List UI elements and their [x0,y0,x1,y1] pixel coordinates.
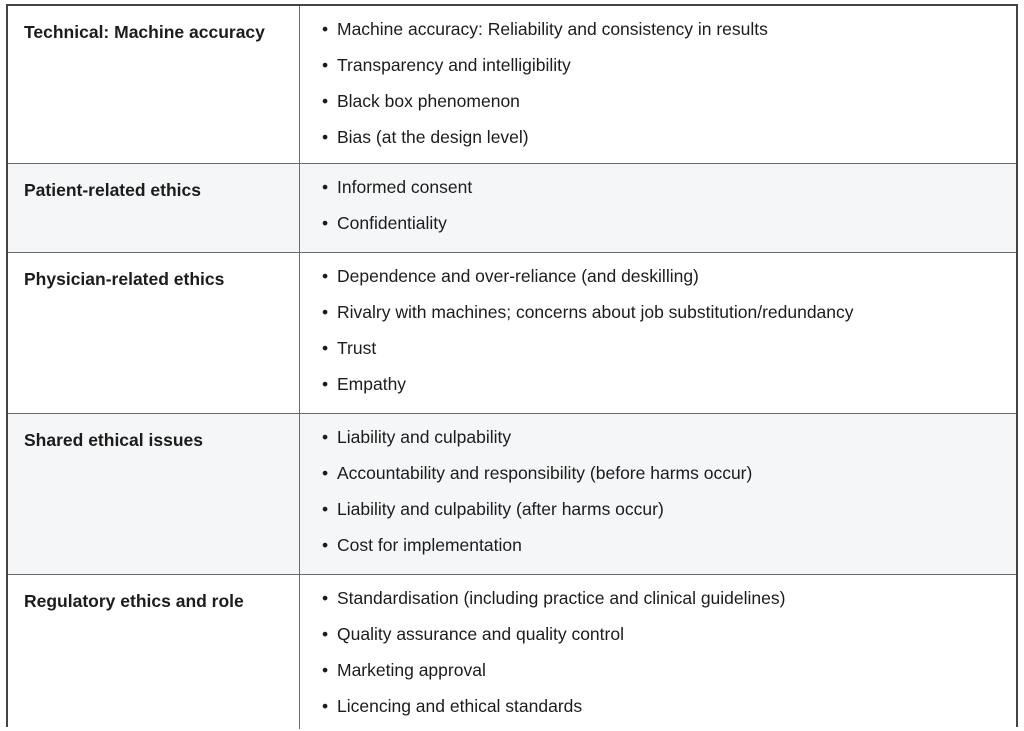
bullet-icon: • [322,660,329,680]
table-row [8,6,1016,163]
bullet-icon: • [322,19,329,39]
list-item [322,652,1004,688]
bullet-icon: • [322,91,329,111]
list-item [322,491,1004,527]
category-cell [8,6,300,163]
table-row [8,413,1016,574]
category-label: Physician-related ethics [24,269,225,289]
item-text: Trust [337,338,377,358]
bullet-icon: • [322,535,329,555]
list-item [322,294,1004,330]
list-item [322,455,1004,491]
items-cell [300,6,1016,163]
item-text: Marketing approval [337,660,486,680]
list-item [322,11,1004,47]
bullet-icon: • [322,177,329,197]
items-cell [300,164,1016,252]
bullet-icon: • [322,624,329,644]
bullet-icon: • [322,374,329,394]
category-label: Regulatory ethics and role [24,591,244,611]
item-text: Liability and culpability [337,427,512,447]
item-text: Licencing and ethical standards [337,696,583,716]
bullet-icon: • [322,55,329,75]
list-item [322,83,1004,119]
table-row [8,163,1016,252]
list-item [322,258,1004,294]
bullet-icon: • [322,499,329,519]
item-text: Accountability and responsibility (before harms occur) [337,463,753,483]
item-text: Confidentiality [337,213,447,233]
list-item [322,366,1004,402]
table-row [8,252,1016,413]
list-item [322,47,1004,83]
list-item [322,616,1004,652]
bullet-icon: • [322,427,329,447]
category-label: Shared ethical issues [24,430,203,450]
list-item [322,169,1004,205]
category-label: Technical: Machine accuracy [24,22,265,42]
bullet-icon: • [322,588,329,608]
ethics-issues-table [6,4,1018,727]
item-text: Dependence and over-reliance (and deskilling) [337,266,699,286]
bullet-icon: • [322,127,329,147]
item-text: Informed consent [337,177,473,197]
bullet-icon: • [322,302,329,322]
item-text: Rivalry with machines; concerns about job substitution/redundancy [337,302,854,322]
list-item [322,205,1004,241]
list-item [322,119,1004,155]
list-item [322,527,1004,563]
list-item [322,688,1004,724]
category-label: Patient-related ethics [24,180,201,200]
list-item [322,580,1004,616]
items-cell [300,414,1016,574]
bullet-icon: • [322,213,329,233]
category-cell [8,575,300,729]
item-text: Black box phenomenon [337,91,520,111]
item-text: Empathy [337,374,407,394]
bullet-icon: • [322,266,329,286]
items-cell [300,575,1016,729]
items-cell [300,253,1016,413]
item-text: Standardisation (including practice and clinical guidelines) [337,588,786,608]
item-text: Machine accuracy: Reliability and consistency in results [337,19,768,39]
category-cell [8,164,300,252]
bullet-icon: • [322,338,329,358]
category-cell [8,253,300,413]
item-text: Cost for implementation [337,535,522,555]
item-text: Transparency and intelligibility [337,55,571,75]
item-text: Liability and culpability (after harms occur) [337,499,664,519]
table-row [8,574,1016,729]
item-text: Quality assurance and quality control [337,624,624,644]
bullet-icon: • [322,696,329,716]
bullet-icon: • [322,463,329,483]
item-text: Bias (at the design level) [337,127,529,147]
list-item [322,419,1004,455]
category-cell [8,414,300,574]
list-item [322,330,1004,366]
